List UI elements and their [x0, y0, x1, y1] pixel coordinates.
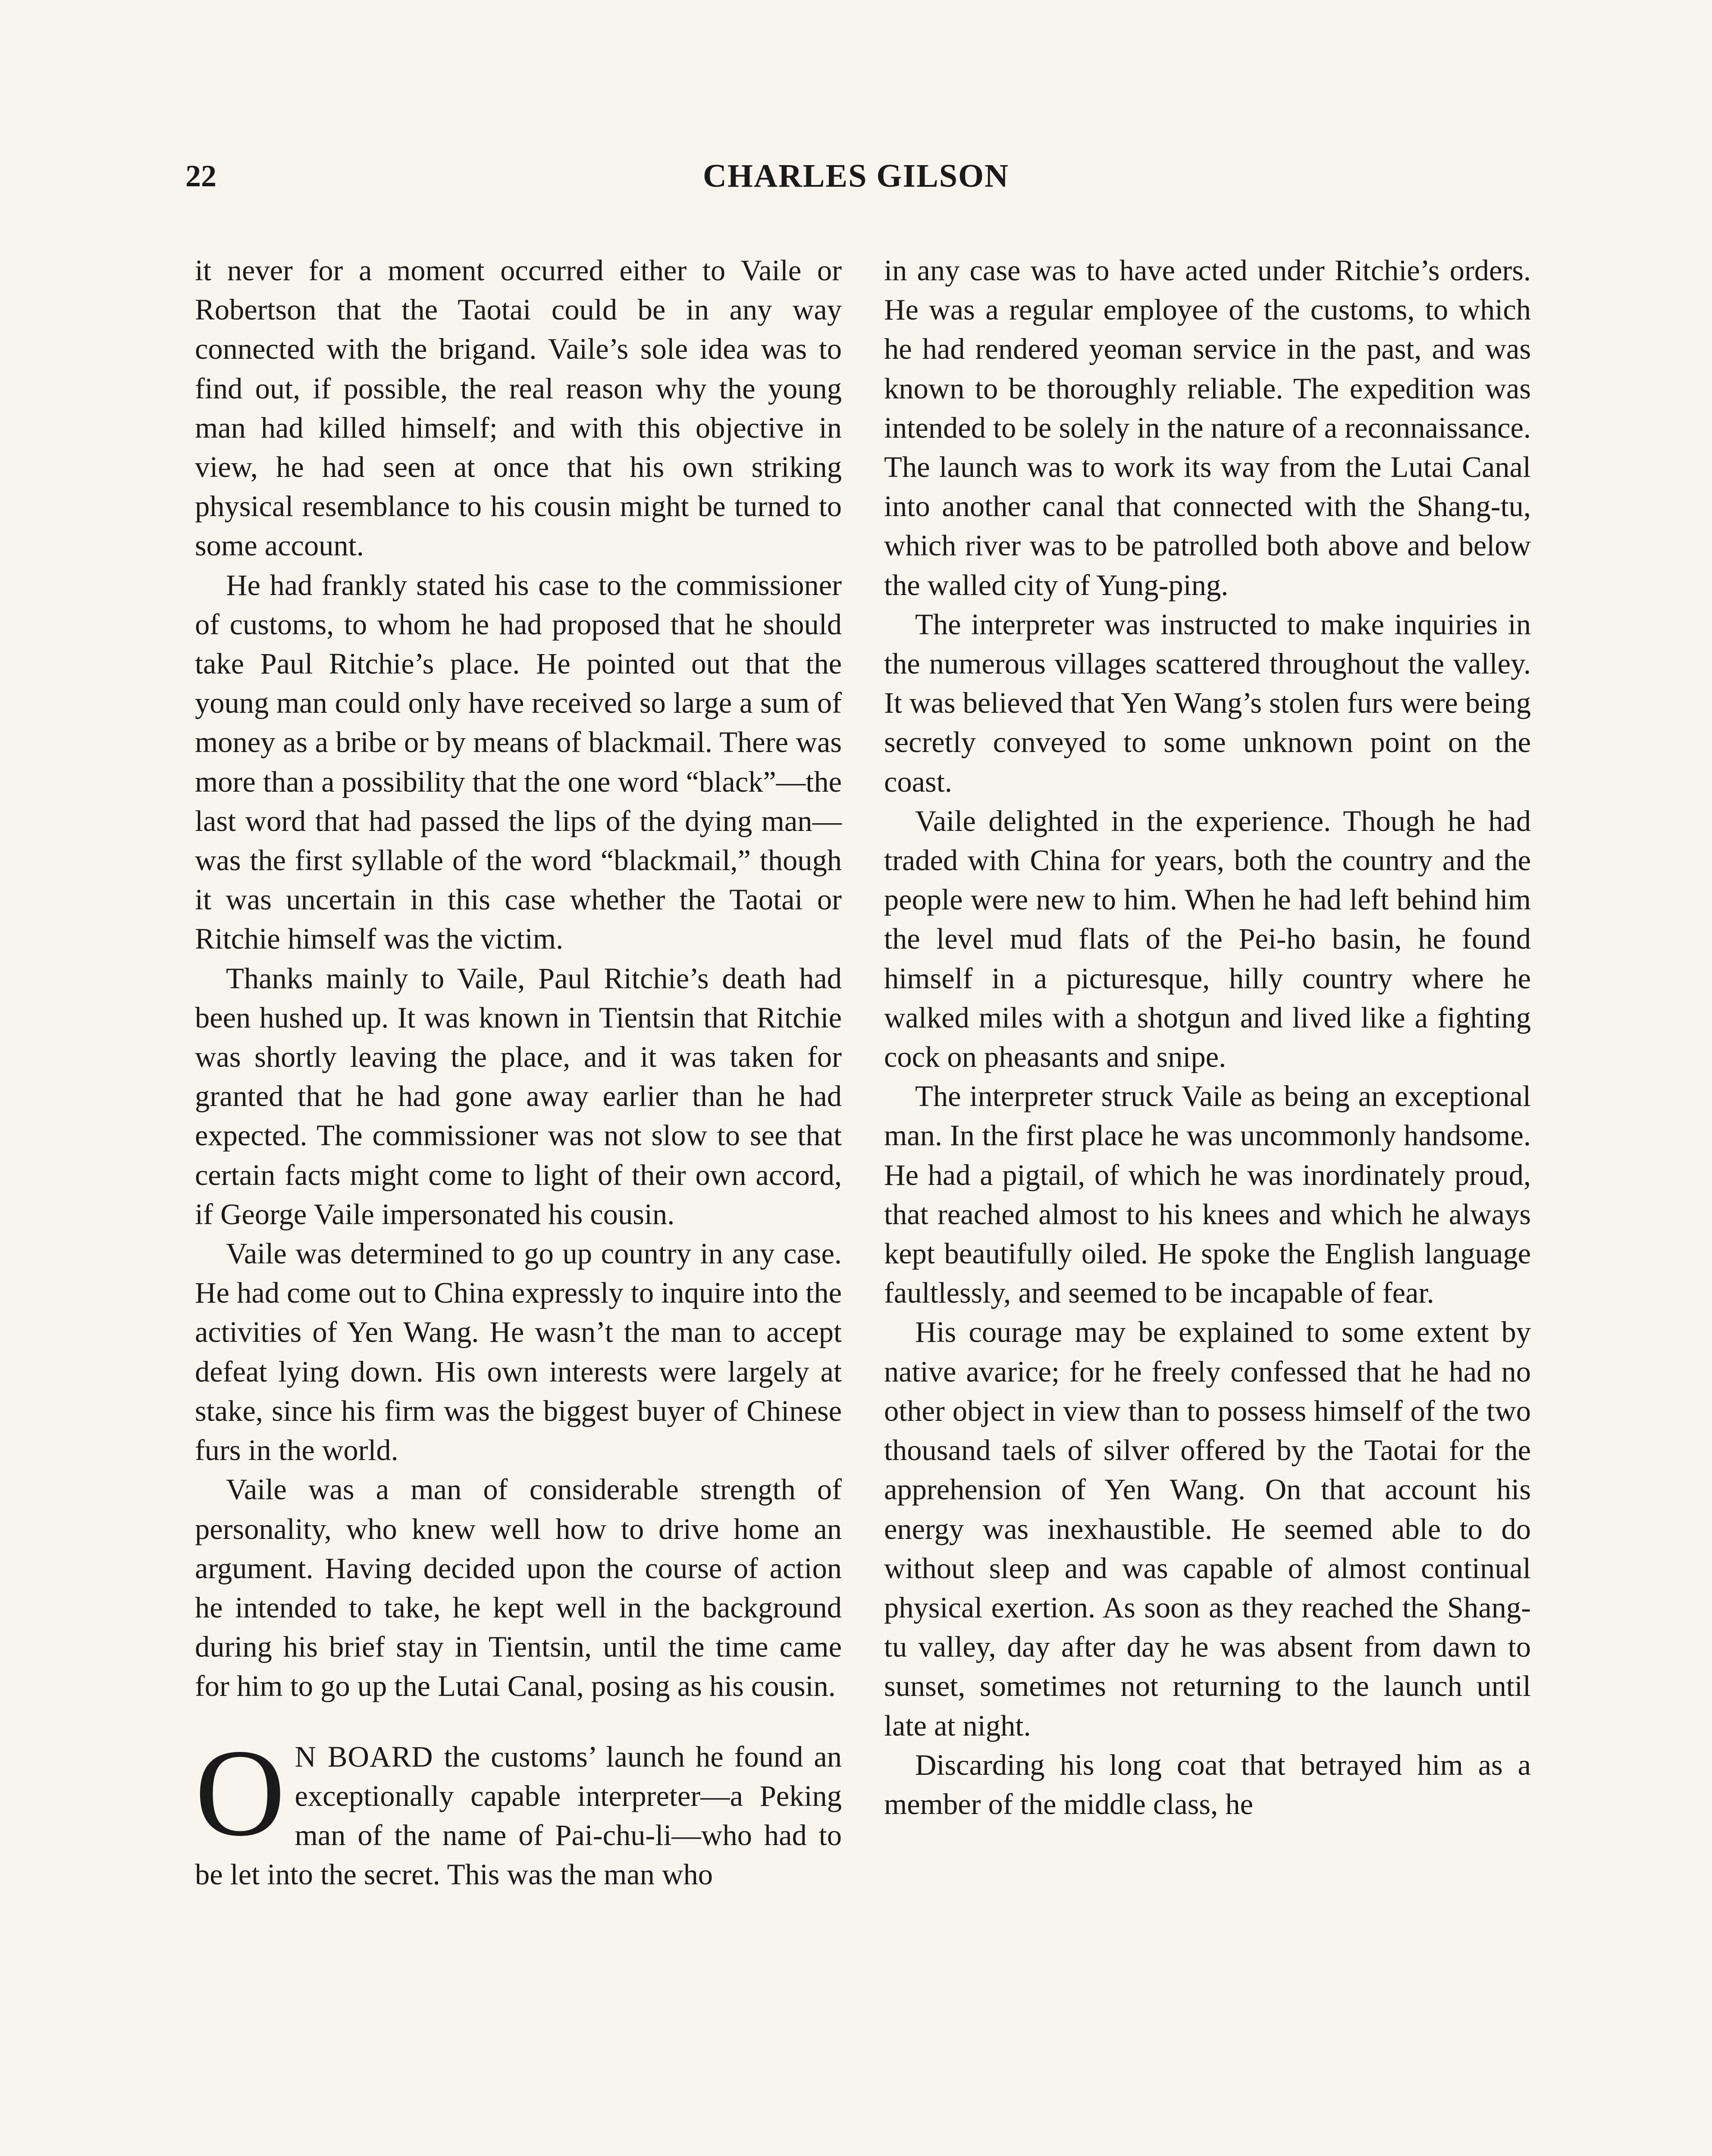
paragraph-text: the customs’ launch he found an exceptionally capable interpreter—a Peking man of the name of Pai-chu-li—who had to be let into the secret. This was the man who [195, 1740, 842, 1891]
page-number: 22 [185, 159, 216, 193]
paragraph: Discarding his long coat that betrayed him as a member of the middle class, he [884, 1748, 1531, 1821]
paragraph: The interpreter struck Vaile as being an exceptional man. In the first place he was uncommonly handsome. He had a pigtail, of which he was inordinately proud, that reached almost to his knees and which he always kept beautifully oiled. He spoke the English language faultlessly, and seemed to be incapable of fear. [884, 1080, 1531, 1310]
paragraph: Vaile was determined to go up country in any case. He had come out to China expressly to inquire into the activities of Yen Wang. He wasn’t the man to accept defeat lying down. His own interests were largely at stake, since his firm was the biggest buyer of Chinese furs in the world. [195, 1237, 842, 1467]
paragraph: it never for a moment occurred either to Vaile or Robertson that the Taotai could be in any way connected with the brigand. Vaile’s sole idea was to find out, if possible, the real reason why the young man had killed himself; and with this objective in view, he had seen at once that his own striking physical resemblance to his cousin might be turned to some account. [195, 254, 842, 562]
paragraph: Thanks mainly to Vaile, Paul Ritchie’s death had been hushed up. It was known in Tientsin that Ritchie was shortly leaving the place, and it was taken for granted that he had gone away earlier than he had expected. The commissioner was not slow to see that certain facts might come to light of their own accord, if George Vaile impersonated his cousin. [195, 962, 842, 1231]
paragraph: Vaile was a man of considerable strength of personality, who knew well how to drive home an argument. Having decided upon the course of action he intended to take, he kept well in the background during his brief stay in Tientsin, until the time came for him to go up the Lutai Canal, posing as his cousin. [195, 1473, 842, 1703]
paragraph: in any case was to have acted under Ritchie’s orders. He was a regular employee of the customs, to which he had rendered yeoman service in the past, and was known to be thoroughly reliable. The expedition was intended to be solely in the nature of a reconnaissance. The launch was to work its way from the Lutai Canal into another canal that connected with the Shang-tu, which river was to be patrolled both above and below the walled city of Yung-ping. [884, 254, 1531, 602]
running-head: CHARLES GILSON [702, 158, 1010, 194]
paragraph: Vaile delighted in the experience. Though he had traded with China for years, both the country and the people were new to him. When he had left behind him the level mud flats of the Pei-ho basin, he found himself in a picturesque, hilly country where he walked miles with a shotgun and lived like a fighting cock on pheasants and snipe. [884, 804, 1531, 1074]
paragraph: He had frankly stated his case to the commissioner of customs, to whom he had proposed that he should take Paul Ritchie’s place. He pointed out that the young man could only have received so large a sum of money as a bribe or by means of blackmail. There was more than a possibility that the one word “black”—the last word that had passed the lips of the dying man—was the first syllable of the word “blackmail,” though it was uncertain in this case whether the Taotai or Ritchie himself was the victim. [195, 568, 842, 956]
drop-cap: O [195, 1723, 285, 1862]
right-column [884, 251, 1531, 1824]
section-opening-paragraph [195, 1723, 842, 1895]
small-caps-lead: N BOARD [295, 1740, 433, 1773]
paragraph: The interpreter was instructed to make inquiries in the numerous villages scattered throughout the valley. It was believed that Yen Wang’s stolen furs were being secretly conveyed to some unknown point on the coast. [884, 608, 1531, 798]
paragraph: His courage may be explained to some extent by native avarice; for he freely confessed that he had no other object in view than to possess himself of the two thousand taels of silver offered by the Taotai for the apprehension of Yen Wang. On that account his energy was inexhaustible. He seemed able to do without sleep and was capable of almost continual physical exertion. As soon as they reached the Shang-tu valley, day after day he was absent from dawn to sunset, sometimes not returning to the launch until late at night. [884, 1316, 1531, 1742]
left-column [195, 251, 842, 1894]
